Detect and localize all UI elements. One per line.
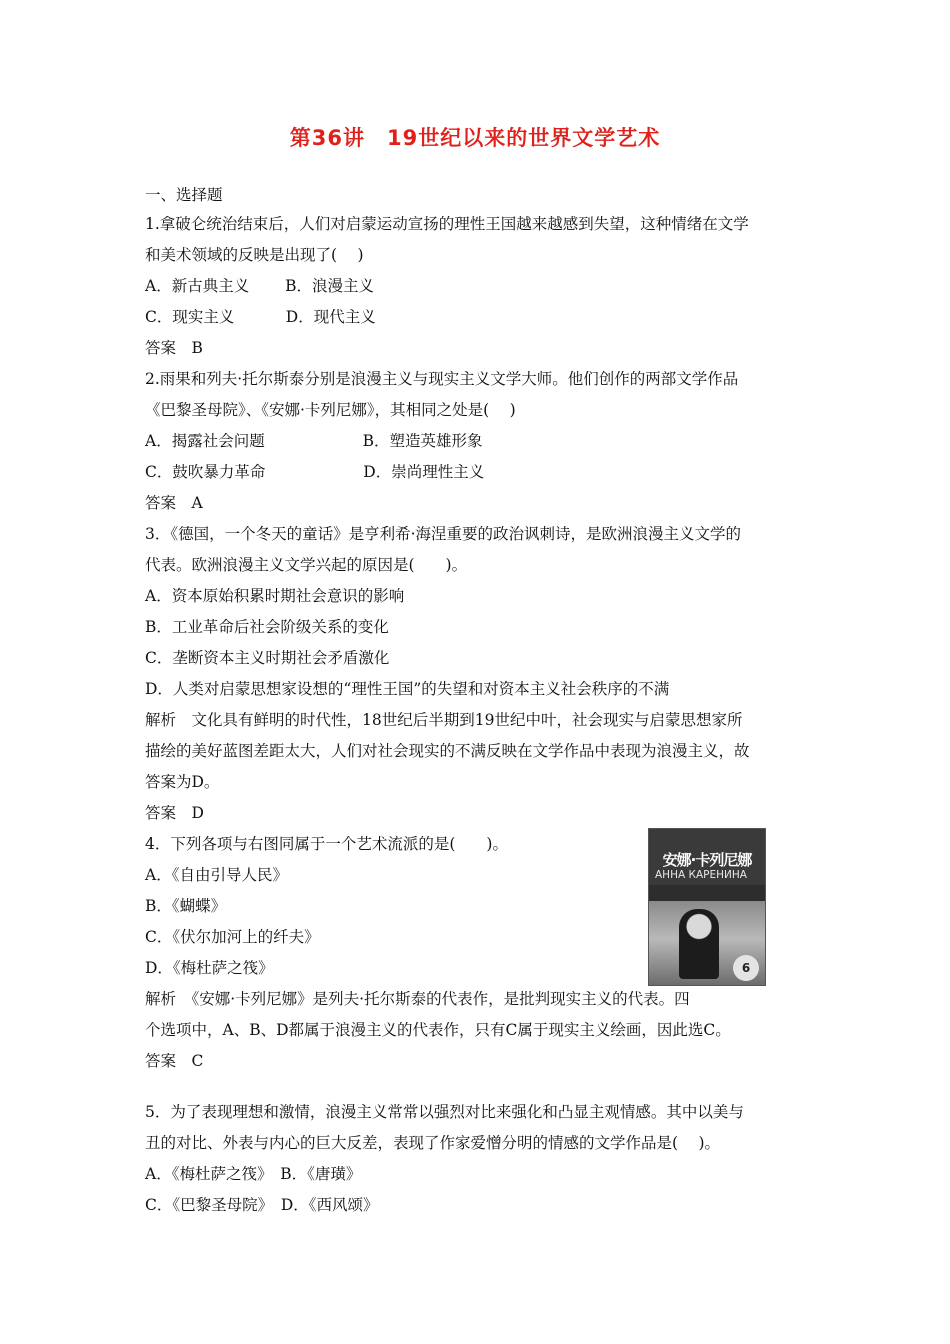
text-line: 答案 C	[145, 1052, 204, 1070]
text-line: 解析 文化具有鲜明的时代性，18世纪后半期到19世纪中叶，社会现实与启蒙思想家所	[145, 711, 743, 729]
text-line: 4．下列各项与右图同属于一个艺术流派的是( )。	[145, 835, 508, 853]
text-line: D．人类对启蒙思想家设想的“理性王国”的失望和对资本主义社会秩序的不满	[145, 680, 670, 698]
text-line: A．《自由引导人民》	[145, 866, 288, 884]
text-line: 解析 《安娜·卡列尼娜》是列夫·托尔斯泰的代表作，是批判现实主义的代表。四	[145, 990, 690, 1008]
text-line: 2.雨果和列夫·托尔斯泰分别是浪漫主义与现实主义文学大师。他们创作的两部文学作品	[145, 370, 739, 388]
book-cover-image	[648, 828, 766, 986]
text-line: 答案 A	[145, 494, 203, 512]
text-line: B．工业革命后社会阶级关系的变化	[145, 618, 389, 636]
text-line: A．揭露社会问题 B．塑造英雄形象	[145, 432, 483, 450]
text-line: B．《蝴蝶》	[145, 897, 227, 915]
text-line: 描绘的美好蓝图差距太大，人们对社会现实的不满反映在文学作品中表现为浪漫主义，故	[145, 742, 750, 760]
cover-russian-title: АННА КАРЕНИНА	[655, 869, 747, 881]
text-line: 丑的对比、外表与内心的巨大反差，表现了作家爱憎分明的情感的文学作品是( )。	[145, 1134, 721, 1152]
text-line: 一、选择题	[145, 186, 223, 204]
text-line: 答案为D。	[145, 773, 220, 791]
text-line: 5．为了表现理想和激情，浪漫主义常常以强烈对比来强化和凸显主观情感。其中以美与	[145, 1103, 744, 1121]
text-line: 代表。欧洲浪漫主义文学兴起的原因是( )。	[145, 556, 468, 574]
text-line: 《巴黎圣母院》、《安娜·卡列尼娜》，其相同之处是( )	[145, 401, 516, 419]
text-line: 和美术领域的反映是出现了( )	[145, 246, 364, 264]
text-line: A．资本原始积累时期社会意识的影响	[145, 587, 405, 605]
text-line: 1.拿破仑统治结束后，人们对启蒙运动宣扬的理性王国越来越感到失望，这种情绪在文学	[145, 215, 749, 233]
text-line: A．《梅杜萨之筏》 B．《唐璜》	[145, 1165, 362, 1183]
text-line: C．垄断资本主义时期社会矛盾激化	[145, 649, 390, 667]
page-title: 第36讲 19世纪以来的世界文学艺术	[289, 126, 661, 150]
text-line: D．《梅杜萨之筏》	[145, 959, 274, 977]
text-line: 答案 B	[145, 339, 203, 357]
text-line: C．鼓吹暴力革命 D．崇尚理性主义	[145, 463, 485, 481]
text-line: C．《伏尔加河上的纤夫》	[145, 928, 320, 946]
text-line: C．现实主义 D．现代主义	[145, 308, 376, 326]
cover-badge: 6	[733, 955, 759, 981]
text-line: 3．《德国，一个冬天的童话》是亨利希·海涅重要的政治讽刺诗，是欧洲浪漫主义文学的	[145, 525, 742, 543]
cover-chinese-title: 安娜·卡列尼娜	[662, 851, 752, 869]
text-line: C．《巴黎圣母院》 D．《西风颂》	[145, 1196, 379, 1214]
text-line: 答案 D	[145, 804, 204, 822]
cover-portrait-figure	[679, 909, 719, 979]
text-line: 个选项中，A、B、D都属于浪漫主义的代表作，只有C属于现实主义绘画，因此选C。	[145, 1021, 731, 1039]
text-line: A．新古典主义 B．浪漫主义	[145, 277, 375, 295]
